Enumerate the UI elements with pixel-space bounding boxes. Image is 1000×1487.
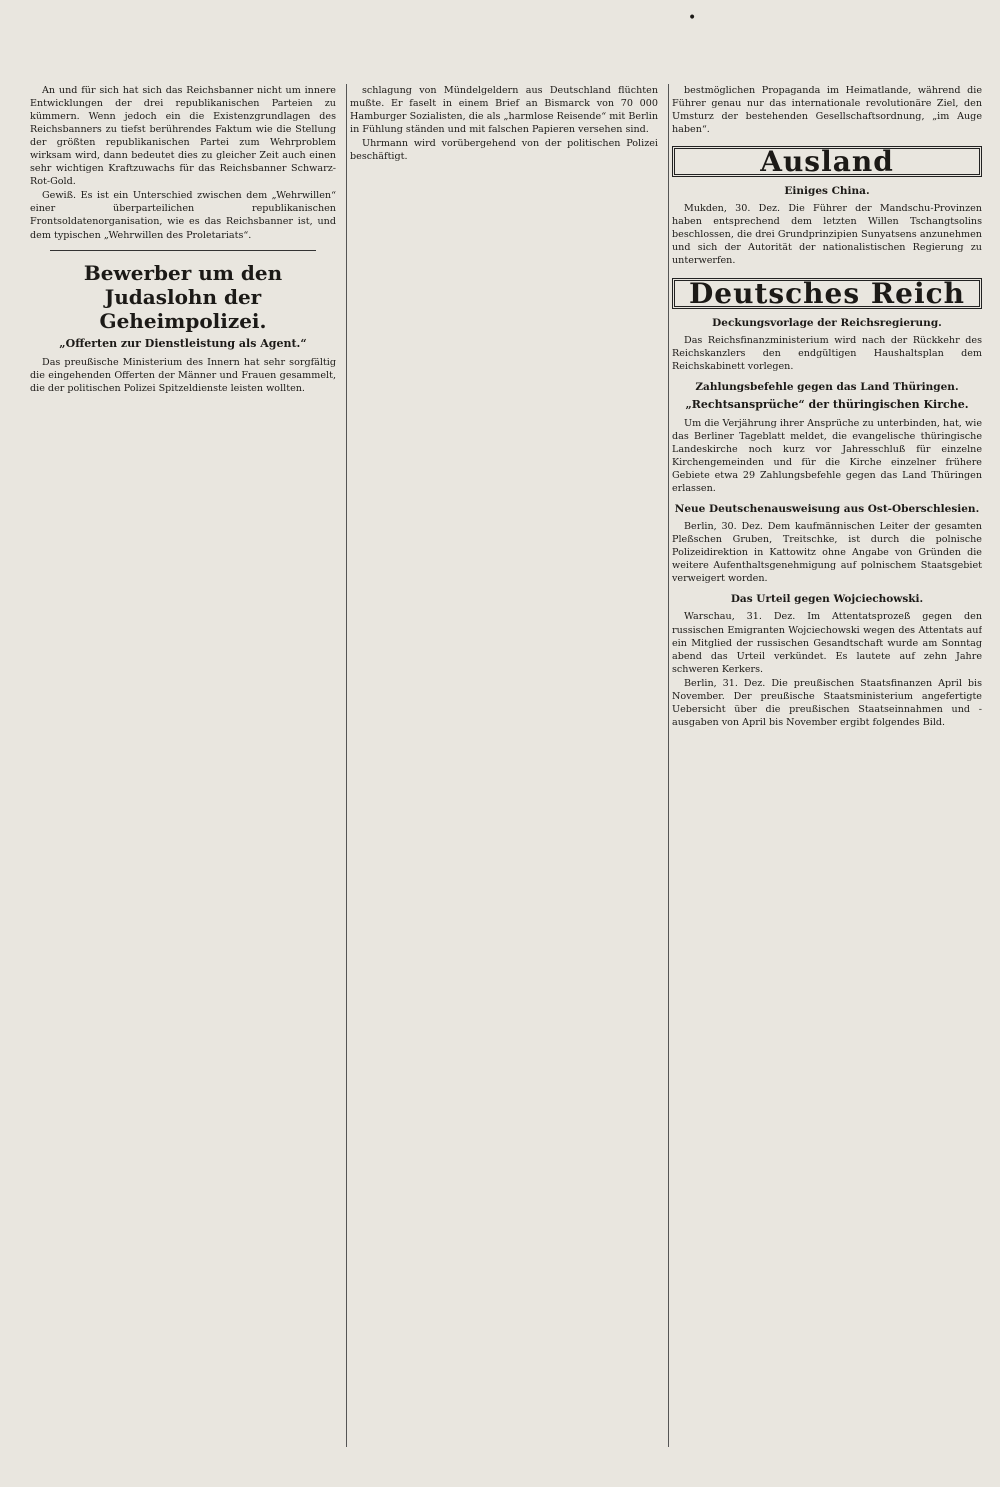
section-banner-deutsches-reich: Deutsches Reich — [672, 278, 982, 309]
article-paragraph: Das Reichsfinanzministerium wird nach der Rückkehr des Reichskanzlers den endgültigen Haushaltsplan dem Reichskabinett vorlegen. — [672, 334, 982, 372]
article-subheadline: „Offerten zur Dienstleistung als Agent.“ — [59, 336, 307, 350]
article-paragraph: Warschau, 31. Dez. Im Attentatsprozeß gegen den russischen Emigranten Wojciechowski wegen des Attentats auf ein Mitglied der russischen Gesandtschaft wurde am Sonntag abend das Urteil verkündet. Es lautete auf zehn Jahre schweren Kerkers. — [672, 611, 982, 675]
article-paragraph: Uhrmann wird vorübergehend von der politischen Polizei beschäftigt. — [350, 138, 658, 163]
section-headline: Deckungsvorlage der Reichsregierung. — [712, 316, 942, 329]
section-headline: Das Urteil gegen Wojciechowski. — [730, 593, 924, 606]
article-paragraph: Berlin, 31. Dez. Die preußischen Staatsfinanzen April bis November. Der preußische Staatsministerium angefertigte Uebersicht über die preußischen Staatseinnahmen und -ausgaben von April bis November ergibt folgendes Bild. — [672, 677, 982, 728]
article-paragraph: Um die Verjährung ihrer Ansprüche zu unterbinden, hat, wie das Berliner Tageblatt meldet, die evangelische thüringische Landeskirche noch kurz vor Jahresschluß für einzelne Kirchengemeinden und für die Kirche einzelner frühere Gebiete etwa 29 Zahlungsbefehle gegen das Land Thüringen erlassen. — [672, 417, 982, 495]
column-2 — [350, 84, 658, 1457]
article-paragraph: Berlin, 30. Dez. Dem kaufmännischen Leiter der gesamten Pleßschen Gruben, Treitschke, ist durch die polnische Polizeidirektion in Kattowitz ohne Angabe von Gründen die weitere Aufenthaltsgenehmigung auf polnischem Staatsgebiet verweigert worden. — [672, 521, 982, 585]
section-subheadline: „Rechtsansprüche“ der thüringischen Kirche. — [685, 397, 969, 411]
section-headline: Einiges China. — [784, 185, 870, 198]
article-headline: Bewerber um den Judaslohn der Geheimpolizei. — [83, 260, 283, 333]
section-headline: Neue Deutschenausweisung aus Ost-Oberschlesien. — [674, 503, 980, 516]
article-paragraph: Das preußische Ministerium des Innern hat sehr sorgfältig die eingehenden Offerten der Männer und Frauen gesammelt, die der politischen Polizei Spitzeldienste leisten wollten. — [30, 356, 336, 394]
corner-mark: • — [688, 10, 697, 26]
column-1 — [30, 84, 336, 1457]
article-paragraph: schlagung von Mündelgeldern aus Deutschland flüchten mußte. Er faselt in einem Brief an Bismarck von 70 000 Hamburger Sozialisten, die als „harmlose Reisende“ mit Berlin in Fühlung ständen und mit falschen Papieren versehen sind. — [350, 85, 658, 136]
column-rule — [668, 84, 669, 1447]
article-paragraph: bestmöglichen Propaganda im Heimatlande, während die Führer genau nur das internationale revolutionäre Ziel, den Umsturz der bestehenden Gesellschaftsordnung, „im Auge haben“. — [672, 85, 982, 136]
section-headline: Zahlungsbefehle gegen das Land Thüringen. — [695, 380, 959, 393]
separator — [50, 250, 316, 251]
article-paragraph: An und für sich hat sich das Reichsbanner nicht um innere Entwicklungen der drei republikanischen Parteien zu kümmern. Wenn jedoch ein die Existenzgrundlagen des Reichsbanners zu tiefst berührendes Faktum wie die Stellung der größten republikanischen Partei zum Wehrproblem wirksam wird, dann bedeutet dies zu gleicher Zeit auch einen sehr wichtigen Kraftzuwachs für das Reichsbanner Schwarz-Rot-Gold. — [30, 85, 336, 188]
article-paragraph: Mukden, 30. Dez. Die Führer der Mandschu-Provinzen haben entsprechend dem letzten Willen Tschangtsolins beschlossen, die drei Grundprinzipien Sunyatsens anzunehmen und sich der Autorität der nationalistischen Regierung zu unterwerfen. — [672, 203, 982, 267]
section-banner-ausland: Ausland — [672, 146, 982, 177]
column-3 — [672, 84, 982, 1457]
article-paragraph: Gewiß. Es ist ein Unterschied zwischen dem „Wehrwillen“ einer überparteilichen republikanischen Frontsoldatenorganisation, wie es das Reichsbanner ist, und dem typischen „Wehrwillen des Proletariats“. — [30, 190, 336, 241]
column-rule — [346, 84, 347, 1447]
